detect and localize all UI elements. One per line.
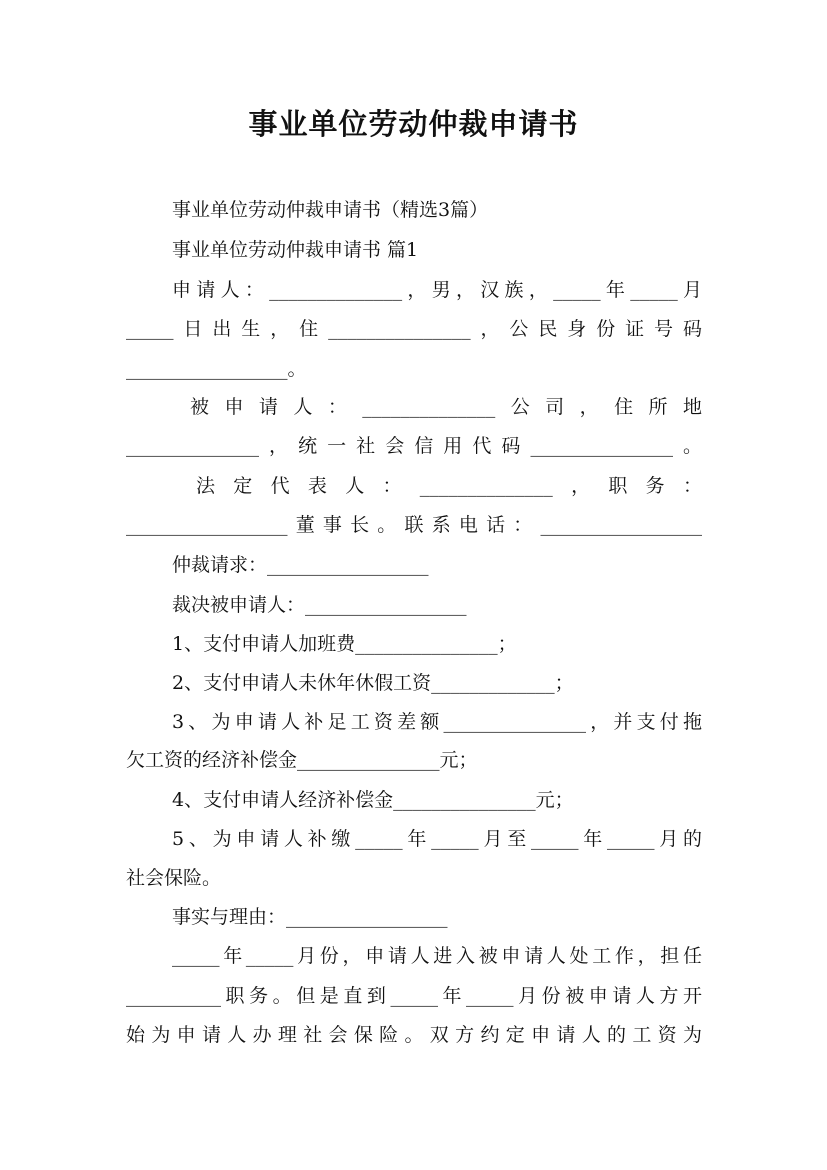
document-title: 事业单位劳动仲裁申请书 (248, 107, 579, 141)
section-heading: 事业单位劳动仲裁申请书 篇1 (172, 239, 419, 261)
list-item: 4、支付申请人经济补偿金_______________元； (172, 789, 574, 811)
text-line: _____年_____月份，申请人进入被申请人处工作，担任 (172, 945, 702, 967)
section-heading: 事实与理由：_________________ (172, 906, 448, 928)
text-line: 仲裁请求：_________________ (172, 554, 429, 576)
list-item: 1、支付申请人加班费_______________； (172, 633, 517, 655)
text-line: 始为申请人办理社会保险。双方约定申请人的工资为 (126, 1024, 702, 1046)
text-line: _________________董事长。联系电话：_________________ (126, 514, 702, 536)
text-line: _________________。 (126, 358, 307, 380)
text-line: 社会保险。 (126, 867, 222, 889)
text-line: _____日出生，住_______________，公民身份证号码 (126, 318, 702, 340)
text-line: 被申请人：______________公司，住所地 (190, 396, 702, 418)
text-line: 法定代表人：______________，职务： (196, 475, 702, 497)
subtitle-line: 事业单位劳动仲裁申请书（精选3篇） (172, 199, 489, 221)
list-item: 3、为申请人补足工资差额_______________，并支付拖 (172, 711, 702, 733)
list-item: 5、为申请人补缴_____年_____月至_____年_____月的 (172, 828, 702, 850)
text-line: 裁决被申请人：_________________ (172, 594, 467, 616)
text-line: 欠工资的经济补偿金_______________元； (126, 749, 478, 771)
text-line: ______________，统一社会信用代码_______________。 (126, 435, 702, 457)
text-line: 申请人：______________，男，汉族，_____年_____月 (172, 279, 702, 301)
list-item: 2、支付申请人未休年休假工资_____________； (172, 672, 574, 694)
text-line: __________职务。但是直到_____年_____月份被申请人方开 (126, 985, 702, 1007)
